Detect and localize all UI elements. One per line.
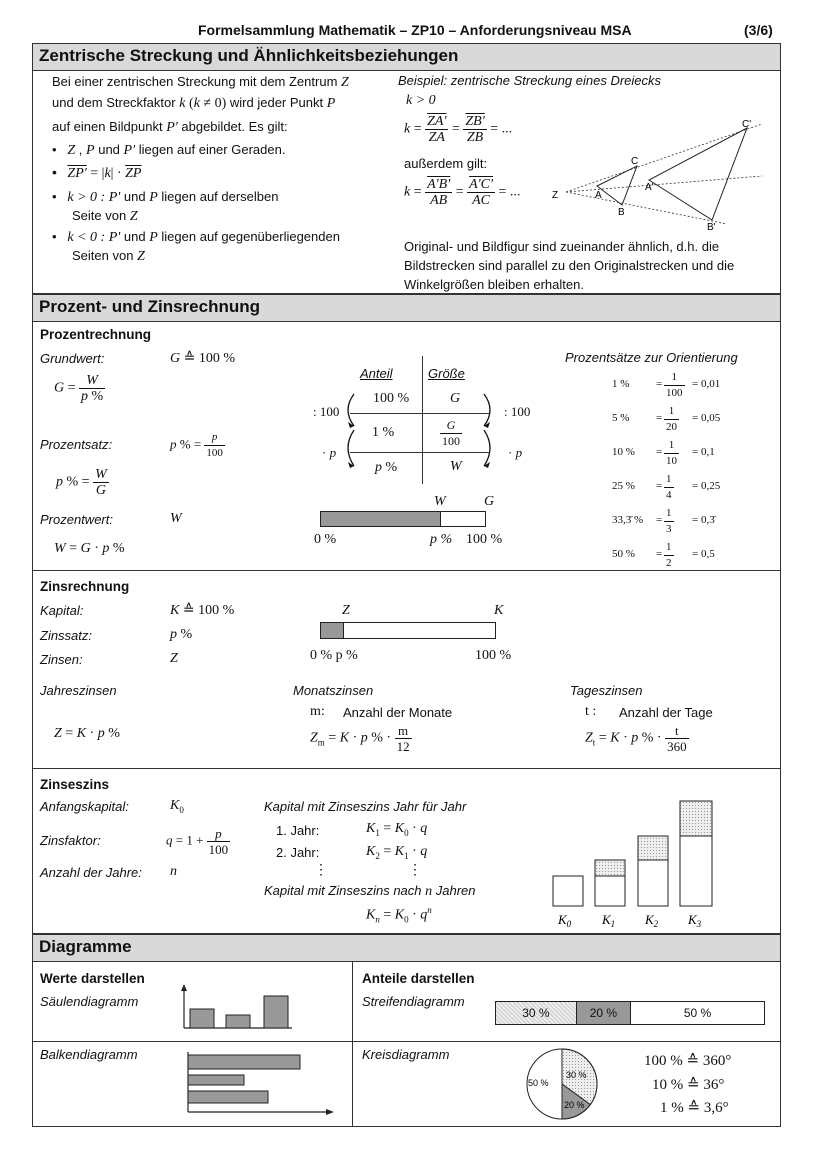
cell-p: p % <box>375 460 398 475</box>
streckung-bullet-2: • $ZP' = |k| \cdot \overline{ZP}$ <box>52 164 142 181</box>
orientation-decimal: = 0,25 <box>692 480 721 492</box>
fraction-denominator: 20 <box>666 421 677 433</box>
streckung-figure <box>552 116 772 234</box>
divider-zins <box>32 570 781 571</box>
fraction-denominator: 10 <box>666 455 677 467</box>
ratio-formula-1: k = $\frac{ZA'}{ZA}$ = $\frac{ZB'}{ZB}$ = ... <box>404 114 513 145</box>
zinsrechnung-heading: Zinsrechnung <box>40 579 130 594</box>
cell-w: W <box>450 459 462 474</box>
monatszins-formula: $Z_m = K \cdot p$ % · $\frac{m}{12}$ <box>310 723 410 754</box>
equals-sign: = <box>656 480 663 492</box>
streckung-bullet-1: • Z , P und P' liegen auf einer Geraden. <box>52 142 286 158</box>
anzahl-jahre-symbol: n <box>170 864 177 879</box>
zinsfaktor-label: Zinsfaktor: <box>40 833 101 848</box>
jahreszins-formula: Z = K · p % <box>54 726 120 741</box>
k-positive: k > 0 <box>406 93 436 108</box>
bar-w-label: W <box>434 494 446 509</box>
arrows-right <box>478 390 500 480</box>
cell-100: 100 % <box>373 391 410 406</box>
k1-bar <box>595 876 625 906</box>
page-title: Formelsammlung Mathematik – ZP10 – Anforderungsniveau MSA <box>198 22 632 38</box>
div-100-right: : 100 <box>504 404 531 419</box>
grundwert-symbol: G ≙ 100 % <box>170 351 236 366</box>
orientation-fraction <box>664 472 674 503</box>
strip-chart <box>495 1001 765 1025</box>
zinseszins-heading: Zinseszins <box>40 777 110 792</box>
equals-sign: = <box>656 548 663 560</box>
k3-bar <box>680 836 712 906</box>
section-diagramme-title: Diagramme <box>32 934 781 962</box>
t-text: Anzahl der Tage <box>619 705 713 720</box>
kapital-jahr-heading: Kapital mit Zinseszins Jahr für Jahr <box>264 799 467 814</box>
fraction-denominator: 3 <box>666 523 672 535</box>
groesse-header: Größe <box>428 366 465 381</box>
degree-2: 10 % ≙ 36° <box>652 1077 725 1093</box>
orientation-percent: 5 % <box>612 412 630 424</box>
orientation-row <box>600 370 770 400</box>
orientation-title: Prozentsätze zur Orientierung <box>565 350 738 365</box>
kapital-n-heading: Kapital mit Zinseszins nach n Jahren <box>264 883 476 899</box>
kapital-n-formula: $K_n = K_0 \cdot q^n$ <box>366 905 432 925</box>
orientation-row <box>600 438 770 468</box>
zbar-100-label: 100 % <box>475 648 512 663</box>
orientation-percent: 25 % <box>612 480 635 492</box>
diagramme-hdivider <box>32 1041 781 1042</box>
compound-growth-chart <box>548 796 718 932</box>
bar-p-label: p % <box>430 532 453 547</box>
table-line-1 <box>350 413 490 414</box>
k0-label: $K_0$ <box>558 912 572 929</box>
orientation-fraction <box>664 540 674 571</box>
table-divider <box>422 356 423 484</box>
prozentsatz-symbol: p % = $\frac{p}{100}$ <box>170 431 223 459</box>
bar-chart-icon <box>180 1048 340 1118</box>
strip-segment-50: 50 % <box>683 1006 712 1020</box>
point-a2-label: A' <box>645 182 654 193</box>
k1-interest <box>595 860 625 876</box>
ratio-formula-2: k = $\frac{A'B'}{AB}$ = $\frac{A'C'}{AC}$ = ... <box>404 177 521 208</box>
orientation-decimal: = 0,3̄ <box>692 514 715 526</box>
ellipsis-left: ⋮ <box>314 863 328 878</box>
orientation-row <box>600 404 770 434</box>
cell-g100: $\frac{G}{100}$ <box>442 418 460 448</box>
orientation-row <box>600 472 770 502</box>
anteil-header: Anteil <box>360 366 393 381</box>
orientation-row <box>600 506 770 536</box>
k3-label: $K_3$ <box>688 912 702 929</box>
orientation-decimal: = 0,05 <box>692 412 721 424</box>
k2-label: $K_2$ <box>645 912 659 929</box>
fraction-numerator: 1 <box>664 370 685 386</box>
point-a-label: A <box>595 190 602 201</box>
diagramme-vdivider <box>352 962 353 1127</box>
fraction-denominator: 100 <box>666 387 683 399</box>
percent-bar <box>320 511 486 527</box>
arrows-left <box>338 390 360 480</box>
streckung-bullet-3b: Seite von Z <box>72 208 138 224</box>
pie-label-30: 30 % <box>566 1070 587 1080</box>
streckung-bullet-4: • k < 0 : P' und P liegen auf gegenüberliegenden <box>52 229 340 245</box>
year-2-label: 2. Jahr: <box>276 845 320 860</box>
zinsen-symbol: Z <box>170 651 178 666</box>
streckung-intro-3: auf einen Bildpunkt P' abgebildet. Es gilt: <box>52 119 288 135</box>
tageszinsen-label: Tageszinsen <box>570 683 643 698</box>
fraction-denominator: 4 <box>666 489 672 501</box>
anteile-heading: Anteile darstellen <box>362 971 475 986</box>
balken-label: Balkendiagramm <box>40 1047 138 1062</box>
year-1-formula: $K_1 = K_0 \cdot q$ <box>366 821 428 838</box>
tageszins-formula: $Z_t = K \cdot p$ % · $\frac{t}{360}$ <box>585 723 687 754</box>
anzahl-jahre-label: Anzahl der Jahre: <box>40 865 142 880</box>
prozentwert-label: Prozentwert: <box>40 512 113 527</box>
zinsen-label: Zinsen: <box>40 652 83 667</box>
werte-heading: Werte darstellen <box>40 971 145 986</box>
equals-sign: = <box>656 446 663 458</box>
streckung-intro-2: und dem Streckfaktor k (k ≠ 0) wird jeder Punkt P <box>52 95 336 111</box>
orientation-fraction <box>664 438 679 469</box>
orientation-row <box>600 540 770 570</box>
orientation-percent: 1 % <box>612 378 630 390</box>
bar-100-label: 100 % <box>466 532 503 547</box>
bar-g-label: G <box>484 494 495 509</box>
percent-bar-fill <box>321 512 441 526</box>
zinsfaktor-formula: q = 1 + $\frac{p}{100}$ <box>166 826 229 857</box>
pie-label-50: 50 % <box>528 1078 549 1088</box>
streckung-intro-1: Bei einer zentrischen Streckung mit dem Zentrum Z <box>52 74 349 90</box>
orientation-fraction <box>664 404 679 435</box>
div-100-left: : 100 <box>313 404 340 419</box>
strip-segment-20: 20 % <box>577 1002 631 1024</box>
orientation-decimal: = 0,5 <box>692 548 715 560</box>
fraction-numerator: 1 <box>664 438 679 454</box>
interest-bar <box>320 622 496 639</box>
example-title: Beispiel: zentrische Streckung eines Dreiecks <box>398 73 662 88</box>
k2-bar <box>638 860 668 906</box>
equals-sign: = <box>656 412 663 424</box>
streckung-bullet-3: • k > 0 : P' und P liegen auf derselben <box>52 189 279 205</box>
pie-chart <box>524 1046 600 1122</box>
page-number: (3/6) <box>744 22 773 38</box>
pie-label-20: 20 % <box>564 1100 585 1110</box>
streifen-label: Streifendiagramm <box>362 994 465 1009</box>
cell-1: 1 % <box>372 425 395 440</box>
k0-bar <box>553 876 583 906</box>
fraction-numerator: 1 <box>664 540 674 556</box>
saeulen-label: Säulendiagramm <box>40 994 139 1009</box>
orientation-percent: 33,3̄ % <box>612 514 644 526</box>
cell-g: G <box>450 391 461 406</box>
orientation-decimal: = 0,01 <box>692 378 721 390</box>
kapital-label: Kapital: <box>40 603 84 618</box>
prozentwert-formula: W = G · p % <box>54 541 125 556</box>
similarity-note: Original- und Bildfigur sind zueinander ähnlich, d.h. die Bildstrecken sind parallel zu den Originalstrecken und die Winkelgrößen bleiben erhalten. <box>404 239 735 292</box>
divider-zinseszins <box>32 768 781 769</box>
m-label: m: <box>310 704 325 719</box>
column-chart-icon <box>176 982 296 1032</box>
kapital-symbol: K ≙ 100 % <box>170 603 235 618</box>
strip-segment-30: 30 % <box>496 1002 577 1024</box>
anfangskapital-label: Anfangskapital: <box>40 799 129 814</box>
mul-p-right: · p <box>508 445 523 460</box>
orientation-fraction <box>664 370 685 401</box>
equals-sign: = <box>656 514 663 526</box>
point-c-label: C <box>631 156 639 167</box>
kreis-label: Kreisdiagramm <box>362 1047 450 1062</box>
point-c2-label: C' <box>742 119 752 130</box>
zbar-0-label: 0 % p % <box>310 648 358 663</box>
ellipsis-right: ⋮ <box>408 863 422 878</box>
streckung-bullet-4b: Seiten von Z <box>72 248 145 264</box>
m-text: Anzahl der Monate <box>343 705 453 720</box>
point-b-label: B <box>618 207 625 218</box>
zbar-z-label: Z <box>342 603 350 618</box>
zinssatz-label: Zinssatz: <box>40 628 93 643</box>
k1-label: $K_1$ <box>602 912 616 929</box>
year-2-formula: $K_2 = K_1 \cdot q$ <box>366 844 428 861</box>
zbar-k-label: K <box>494 603 504 618</box>
fraction-numerator: 1 <box>664 472 674 488</box>
mul-p-left: · p <box>322 445 337 460</box>
prozentsatz-label: Prozentsatz: <box>40 437 113 452</box>
grundwert-label: Grundwert: <box>40 351 105 366</box>
anfangskapital-symbol: $K_0$ <box>170 798 184 815</box>
fraction-numerator: 1 <box>664 404 679 420</box>
grundwert-formula: G = $\frac{W}{p \%}$ <box>54 373 104 404</box>
also-text: außerdem gilt: <box>404 156 488 171</box>
orientation-percent: 10 % <box>612 446 635 458</box>
k3-interest <box>680 801 712 836</box>
zinssatz-symbol: p % <box>170 627 193 642</box>
prozentrechnung-heading: Prozentrechnung <box>40 327 152 342</box>
year-1-label: 1. Jahr: <box>276 823 320 838</box>
equals-sign: = <box>656 378 663 390</box>
point-z-label: Z <box>552 190 559 201</box>
orientation-decimal: = 0,1 <box>692 446 715 458</box>
k2-interest <box>638 836 668 860</box>
orientation-fraction <box>664 506 674 537</box>
point-b2-label: B' <box>707 222 716 233</box>
orientation-percent: 50 % <box>612 548 635 560</box>
jahreszinsen-label: Jahreszinsen <box>40 683 117 698</box>
prozentsatz-formula: p % = $\frac{W}{G}$ <box>56 467 107 498</box>
fraction-denominator: 2 <box>666 557 672 569</box>
degree-1: 100 % ≙ 360° <box>644 1053 732 1069</box>
interest-bar-fill <box>321 623 344 638</box>
t-label: t : <box>585 704 597 719</box>
section-prozent-title: Prozent- und Zinsrechnung <box>32 294 781 322</box>
bar-0-label: 0 % <box>314 532 337 547</box>
monatszinsen-label: Monatszinsen <box>293 683 374 698</box>
degree-3: 1 % ≙ 3,6° <box>660 1100 729 1116</box>
section-streckung-title: Zentrische Streckung und Ähnlichkeitsbeziehungen <box>32 43 781 71</box>
prozentwert-symbol: W <box>170 511 182 526</box>
table-line-2 <box>350 452 490 453</box>
fraction-numerator: 1 <box>664 506 674 522</box>
